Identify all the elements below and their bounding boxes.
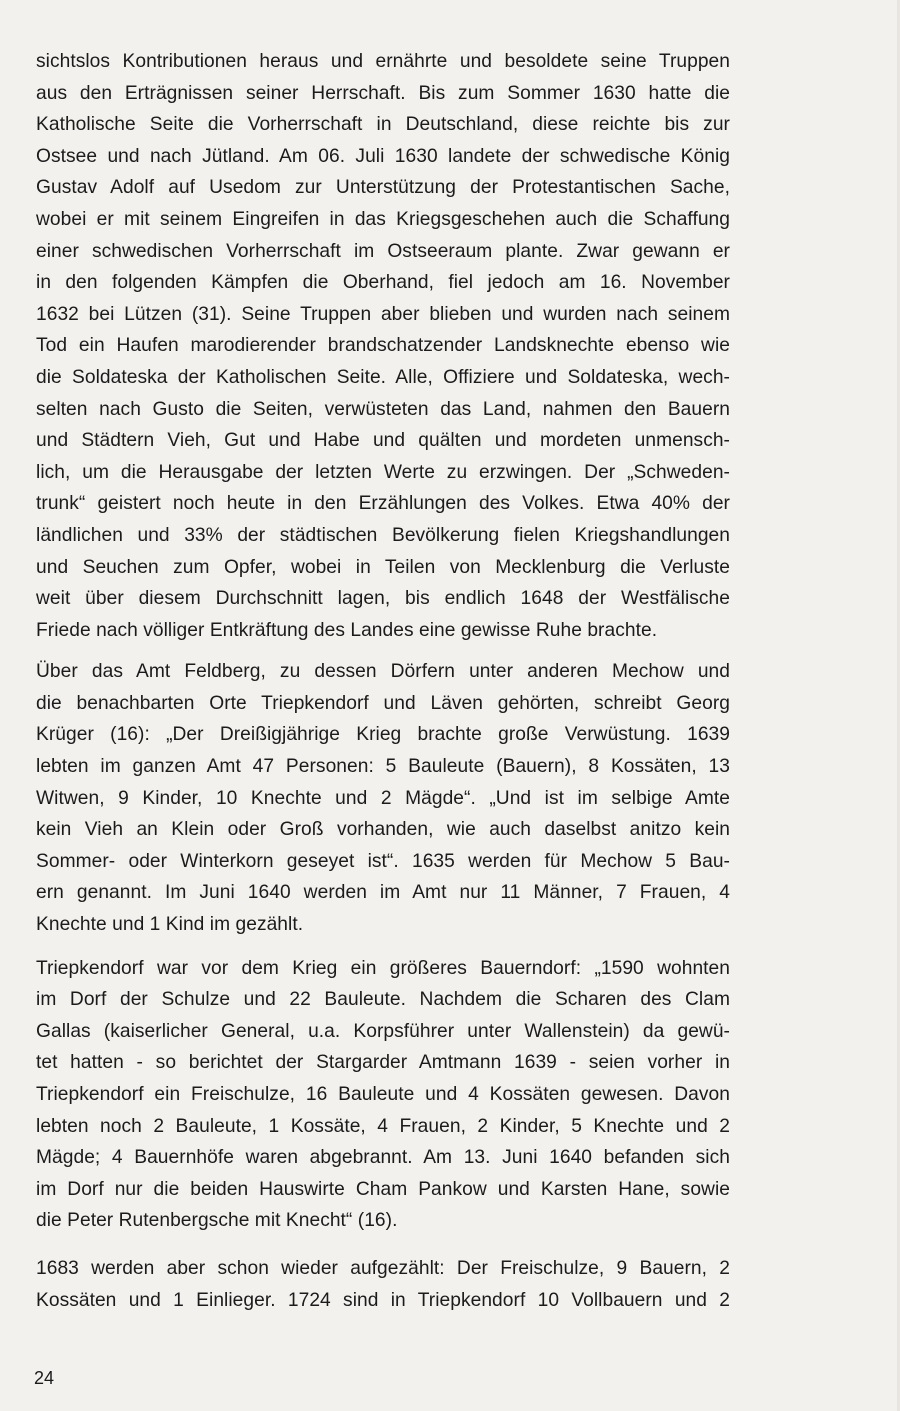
text-line: Triepkendorf war vor dem Krieg ein größeres Bauerndorf: „1590 wohnten xyxy=(36,957,730,979)
text-line: weit über diesem Durchschnitt lagen, bis endlich 1648 der Westfälische xyxy=(36,588,730,610)
text-line: sichtslos Kontributionen heraus und ernährte und besoldete seine Truppen xyxy=(36,51,730,72)
text-line: Witwen, 9 Kinder, 10 Knechte und 2 Mägde“. „Und ist im selbige Amte xyxy=(36,787,730,809)
text-line: Gustav Adolf auf Usedom zur Unterstützung der Protestantischen Sache, xyxy=(36,177,730,199)
text-line: aus den Erträgnissen seiner Herrschaft. Bis zum Sommer 1630 hatte die xyxy=(36,82,730,104)
text-line: Gallas (kaiserlicher General, u.a. Korpsführer unter Wallenstein) da gewü- xyxy=(36,1020,730,1042)
text-line: Ostsee und nach Jütland. Am 06. Juli 1630 landete der schwedische König xyxy=(36,145,730,167)
text-line-last: Knechte und 1 Kind im gezählt. xyxy=(36,914,304,936)
text-line: Katholische Seite die Vorherrschaft in Deutschland, diese reichte bis zur xyxy=(36,114,730,136)
text-line: 1632 bei Lützen (31). Seine Truppen aber blieben und wurden nach seinem xyxy=(36,303,730,325)
text-line: lich, um die Herausgabe der letzten Werte zu erzwingen. Der „Schweden- xyxy=(36,461,730,483)
text-line: Sommer- oder Winterkorn geseyet ist“. 1635 werden für Mechow 5 Bau- xyxy=(36,850,730,872)
text-line: ern genannt. Im Juni 1640 werden im Amt nur 11 Männer, 7 Frauen, 4 xyxy=(36,882,730,904)
text-line: Krüger (16): „Der Dreißigjährige Krieg brachte große Verwüstung. 1639 xyxy=(36,724,730,746)
text-line: ländlichen und 33% der städtischen Bevölkerung fielen Kriegshandlungen xyxy=(36,524,730,546)
text-line: lebten im ganzen Amt 47 Personen: 5 Bauleute (Bauern), 8 Kossäten, 13 xyxy=(36,756,730,778)
text-line: und Städtern Vieh, Gut und Habe und quälten und mordeten unmensch- xyxy=(36,430,730,452)
text-line: tet hatten - so berichtet der Stargarder Amtmann 1639 - seien vorher in xyxy=(36,1052,730,1074)
text-line: selten nach Gusto die Seiten, verwüsteten das Land, nahmen den Bauern xyxy=(36,398,730,420)
text-line: im Dorf nur die beiden Hauswirte Cham Pankow und Karsten Hane, sowie xyxy=(36,1178,730,1200)
text-line: wobei er mit seinem Eingreifen in das Kriegsgeschehen auch die Schaffung xyxy=(36,208,730,230)
text-line: lebten noch 2 Bauleute, 1 Kossäte, 4 Frauen, 2 Kinder, 5 Knechte und 2 xyxy=(36,1115,730,1137)
page-body xyxy=(36,46,730,1316)
text-line: Triepkendorf ein Freischulze, 16 Bauleute und 4 Kossäten gewesen. Davon xyxy=(36,1084,730,1105)
text-line: Tod ein Haufen marodierender brandschatzender Landsknechte ebenso wie xyxy=(36,335,730,357)
text-line-last: die Peter Rutenbergsche mit Knecht“ (16). xyxy=(36,1210,398,1232)
paragraph-2 xyxy=(36,656,730,940)
text-line-last: Friede nach völliger Entkräftung des Landes eine gewisse Ruhe brachte. xyxy=(36,619,658,641)
text-line: kein Vieh an Klein oder Groß vorhanden, wie auch daselbst anitzo kein xyxy=(36,819,730,841)
text-line: die Soldateska der Katholischen Seite. Alle, Offiziere und Soldateska, wech- xyxy=(36,366,730,388)
paragraph-4 xyxy=(36,1253,730,1316)
text-line: in den folgenden Kämpfen die Oberhand, fiel jedoch am 16. November xyxy=(36,272,730,294)
paragraph-3 xyxy=(36,953,730,1237)
paragraph-1 xyxy=(36,46,730,646)
text-line: Mägde; 4 Bauernhöfe waren abgebrannt. Am 13. Juni 1640 befanden sich xyxy=(36,1147,730,1169)
text-line: 1683 werden aber schon wieder aufgezählt: Der Freischulze, 9 Bauern, 2 xyxy=(36,1257,730,1279)
text-line: im Dorf der Schulze und 22 Bauleute. Nachdem die Scharen des Clam xyxy=(36,989,730,1011)
text-line: Kossäten und 1 Einlieger. 1724 sind in Triepkendorf 10 Vollbauern und 2 xyxy=(36,1289,730,1311)
page-number: 24 xyxy=(34,1368,55,1388)
text-line: die benachbarten Orte Triepkendorf und Läven gehörten, schreibt Georg xyxy=(36,692,730,714)
text-line: trunk“ geistert noch heute in den Erzählungen des Volkes. Etwa 40% der xyxy=(36,493,730,515)
text-line: einer schwedischen Vorherrschaft im Ostseeraum plante. Zwar gewann er xyxy=(36,240,730,262)
text-line: und Seuchen zum Opfer, wobei in Teilen von Mecklenburg die Verluste xyxy=(36,556,730,578)
text-line: Über das Amt Feldberg, zu dessen Dörfern unter anderen Mechow und xyxy=(36,661,730,683)
